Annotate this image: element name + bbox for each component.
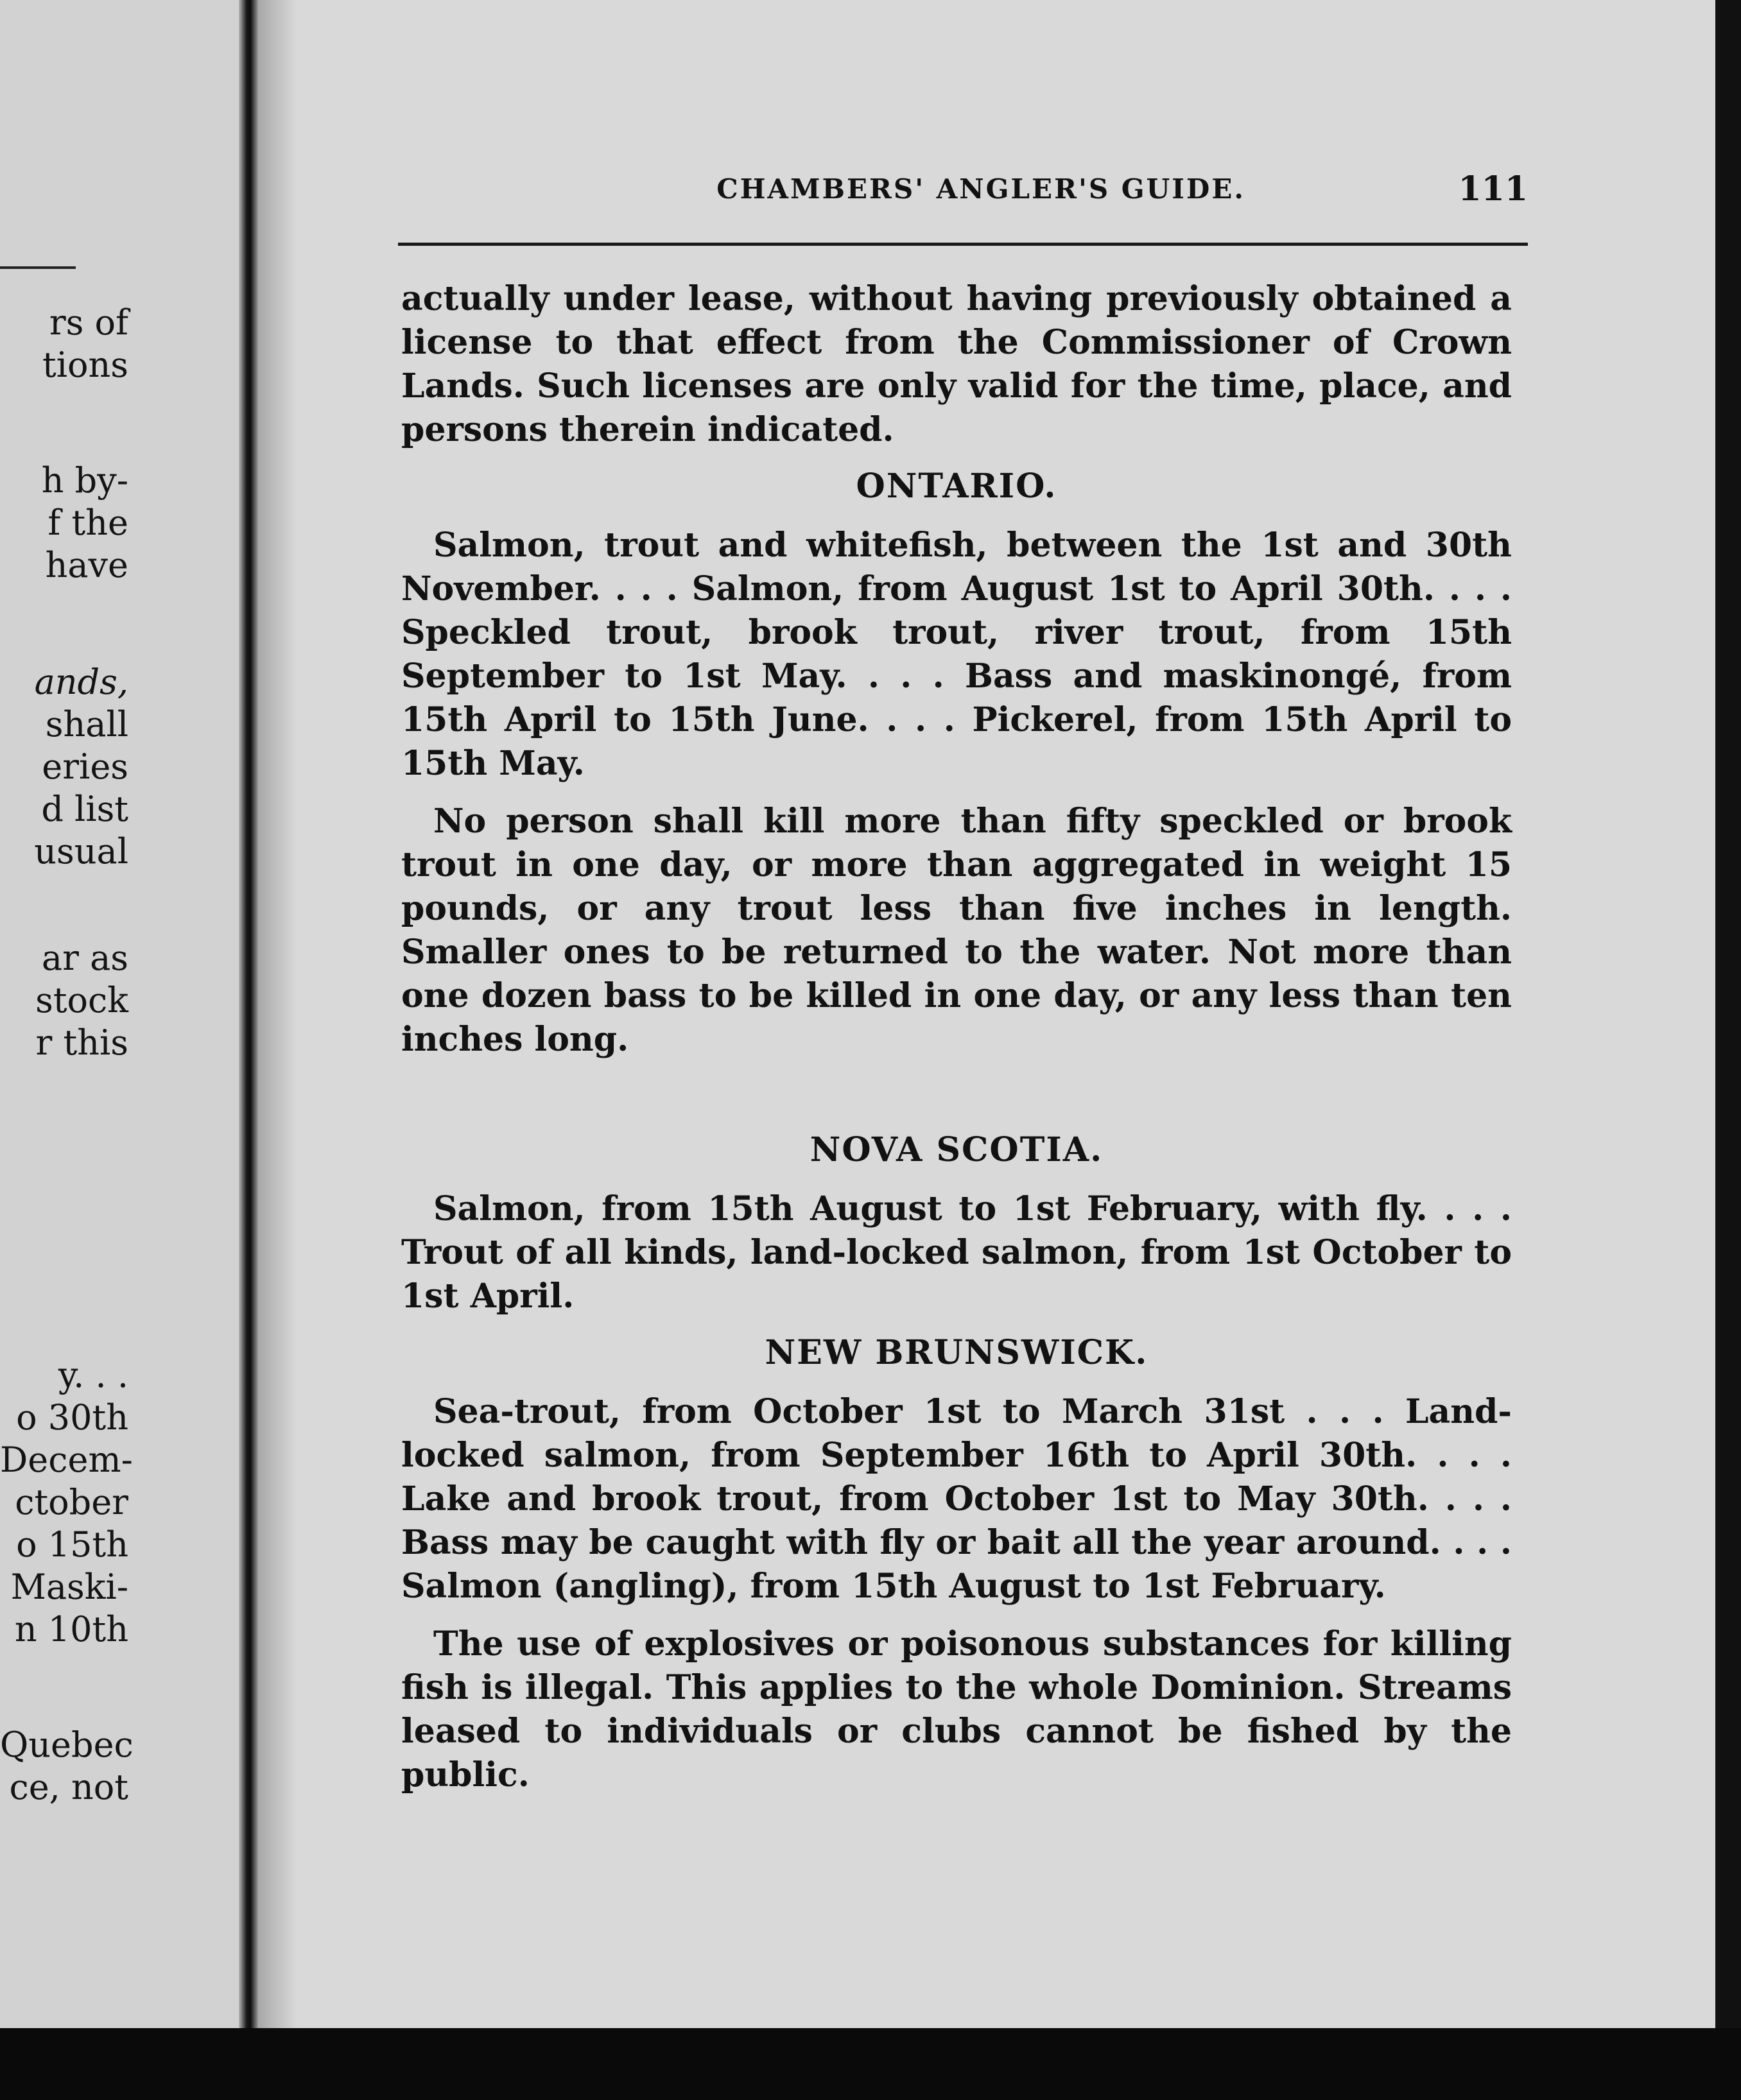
new-brunswick-seasons-paragraph: Sea-trout, from October 1st to March 31st . . . Land-locked salmon, from September 16th to April 30th. . . . Lake and brook trout, from October 1st to May 30th. . . . Bass may be caught with fly or bait all the year around. . . . Salmon (angling), from 15th August to 1st February.: [401, 1392, 1512, 1606]
left-fragment-line: y. . .: [58, 1355, 128, 1395]
left-fragment-line: h by-: [41, 460, 128, 501]
intro-paragraph: actually under lease, without having previously obtained a license to that effect from the Commissioner of Crown Lands. Such licenses are only valid for the time, place, and persons therein indicated.: [401, 279, 1512, 449]
left-page-fragment: [0, 0, 244, 2028]
left-fragment-line: usual: [34, 831, 128, 872]
left-fragment-line: tions: [42, 345, 128, 385]
left-fragment-line: ctober: [15, 1482, 128, 1522]
section-heading-nova-scotia: NOVA SCOTIA.: [810, 1130, 1104, 1169]
left-fragment-line: Quebec: [0, 1725, 134, 1765]
scan-bottom-edge: [0, 2028, 1741, 2100]
explosives-paragraph: The use of explosives or poisonous substances for killing fish is illegal. This applies to the whole Dominion. Streams leased to individuals or clubs cannot be fished by the public.: [401, 1624, 1512, 1794]
left-fragment-line: rs of: [49, 302, 128, 343]
running-head: CHAMBERS' ANGLER'S GUIDE.: [716, 173, 1245, 205]
ontario-seasons-paragraph: Salmon, trout and whitefish, between the 1st and 30th November. . . . Salmon, from August 1st to April 30th. . . . Speckled trout, brook trout, river trout, from 15th September to 1st May. . . . Bass and maskinongé, from 15th April to 15th June. . . . Pickerel, from 15th April to 15th May.: [401, 526, 1512, 783]
left-fragment-line: o 15th: [16, 1524, 128, 1565]
left-fragment-line: r this: [35, 1022, 128, 1063]
ontario-limits-paragraph: No person shall kill more than fifty speckled or brook trout in one day, or more than aggregated in weight 15 pounds, or any trout less than five inches in length. Smaller ones to be returned to the water. Not more than one dozen bass to be killed in one day, or any less than ten inches long.: [401, 802, 1512, 1059]
left-fragment-line: ar as: [41, 938, 128, 978]
left-fragment-line: eries: [42, 746, 128, 787]
left-fragment-line: ands,: [34, 662, 128, 702]
left-fragment-line: d list: [41, 789, 128, 829]
left-fragment-line: ce, not: [9, 1767, 128, 1807]
page-header: [398, 160, 1528, 212]
left-fragment-line: Decem-: [0, 1440, 133, 1480]
gutter-shadow: [258, 0, 297, 2028]
page-number: 111: [1458, 169, 1528, 209]
book-gutter: [239, 0, 258, 2028]
header-rule: [398, 243, 1528, 246]
left-fragment-line: stock: [35, 980, 128, 1020]
section-heading-new-brunswick: NEW BRUNSWICK.: [765, 1333, 1148, 1372]
left-page-rule: [0, 266, 76, 269]
section-heading-ontario: ONTARIO.: [856, 467, 1057, 506]
left-fragment-line: have: [45, 545, 128, 585]
left-fragment-line: shall: [45, 704, 128, 744]
nova-scotia-seasons-paragraph: Salmon, from 15th August to 1st February, with fly. . . . Trout of all kinds, land-locked salmon, from 1st October to 1st April.: [401, 1189, 1512, 1316]
left-fragment-line: o 30th: [16, 1397, 128, 1438]
left-fragment-line: f the: [48, 503, 128, 543]
scan-right-edge: [1715, 0, 1741, 2100]
left-fragment-line: n 10th: [14, 1609, 128, 1649]
page-body: [401, 277, 1512, 1797]
left-fragment-line: Maski-: [10, 1567, 128, 1607]
